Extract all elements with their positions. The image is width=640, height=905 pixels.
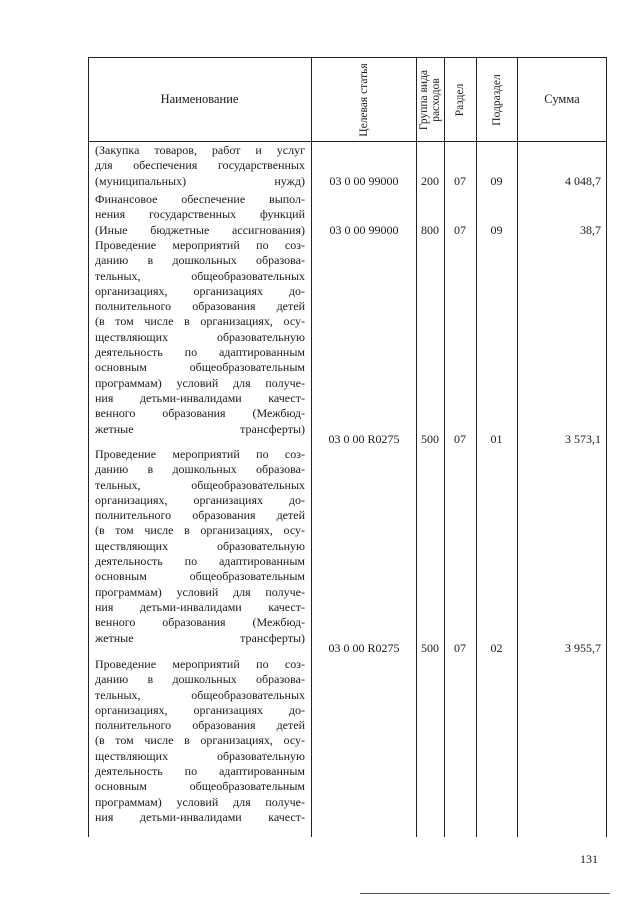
row-section: 07 [454, 641, 466, 655]
row-name-line: тельных, общеобразовательных [95, 268, 305, 283]
row-name-line: (в том числе в организациях, осу- [95, 523, 305, 538]
row-name-line: венного образования (Межбюд- [95, 406, 305, 421]
row-expense-group: 800 [421, 223, 439, 237]
row-name-line: тельных, общеобразовательных [95, 477, 305, 492]
row-subsection: 01 [490, 432, 503, 446]
row-name-line: основным общеобразовательным [95, 779, 305, 794]
row-subsection: 02 [490, 641, 503, 655]
row-name-line: полнительного образования детей [95, 718, 305, 733]
row-sum: 38,7 [580, 223, 601, 237]
row-name-line: нения государственных функций [95, 207, 305, 222]
row-subsection: 09 [490, 174, 503, 188]
row-name-line: организациях, организациях до- [95, 283, 305, 298]
row-section: 07 [454, 174, 466, 188]
page-number: 131 [580, 852, 598, 866]
row-section: 07 [454, 223, 466, 237]
row-name-line: Проведение мероприятий по соз- [95, 238, 305, 252]
row-name-line: Проведение мероприятий по соз- [95, 657, 305, 671]
row-name-line: ния детьми-инвалидами качест- [95, 809, 305, 824]
row-name-line: данию в дошкольных образова- [95, 672, 305, 687]
row-name-line: (в том числе в организациях, осу- [95, 733, 305, 748]
row-name [95, 657, 305, 825]
header-expense-group: Группа вида расходов [418, 69, 442, 131]
row-name-line: программам) условий для получе- [95, 375, 305, 390]
header-sum: Сумма [544, 91, 580, 106]
header-section: Раздел [454, 83, 466, 117]
row-name-line: деятельность по адаптированным [95, 554, 305, 569]
row-sum: 3 955,7 [565, 641, 601, 655]
row-name-line: полнительного образования детей [95, 508, 305, 523]
row-name-line: данию в дошкольных образова- [95, 253, 305, 268]
row-name-line: организациях, организациях до- [95, 492, 305, 507]
row-name [95, 447, 305, 646]
row-name [95, 238, 305, 437]
row-sum: 4 048,7 [565, 174, 601, 188]
row-name-line: ществляющих образовательную [95, 538, 305, 553]
row-name-line: жетные трансферты) [95, 421, 305, 436]
row-name-line: организациях, организациях до- [95, 702, 305, 717]
row-name-line: деятельность по адаптированным [95, 764, 305, 779]
table-header-border [88, 141, 607, 142]
row-name-line: основным общеобразовательным [95, 569, 305, 584]
row-name-line: ществляющих образовательную [95, 329, 305, 344]
row-name-line: Финансовое обеспечение выпол- [95, 192, 305, 206]
footer-rule [360, 893, 610, 894]
row-name-line: полнительного образования детей [95, 299, 305, 314]
row-name-line: программам) условий для получе- [95, 584, 305, 599]
row-expense-group: 500 [421, 641, 439, 655]
row-name-line: (в том числе в организациях, осу- [95, 314, 305, 329]
header-subsection: Подраздел [491, 74, 503, 126]
row-name-line: деятельность по адаптированным [95, 345, 305, 360]
row-name-line: программам) условий для получе- [95, 794, 305, 809]
row-target-code: 03 0 00 R0275 [328, 641, 400, 655]
row-name-line: (муниципальных) нужд) [95, 173, 305, 188]
row-name-line: жетные трансферты) [95, 630, 305, 645]
row-target-code: 03 0 00 R0275 [328, 432, 400, 446]
row-name [95, 143, 305, 189]
row-name-line: для обеспечения государственных [95, 158, 305, 173]
row-expense-group: 200 [421, 174, 439, 188]
table-left-border [88, 57, 89, 837]
row-target-code: 03 0 00 99000 [329, 174, 399, 188]
row-subsection: 09 [490, 223, 503, 237]
row-name-line: (Закупка товаров, работ и услуг [95, 143, 305, 157]
row-name-line: (Иные бюджетные ассигнования) [95, 222, 305, 237]
row-name-line: основным общеобразовательным [95, 360, 305, 375]
row-name-line: венного образования (Межбюд- [95, 615, 305, 630]
row-name-line: данию в дошкольных образова- [95, 462, 305, 477]
header-name: Наименование [160, 91, 239, 106]
row-name-line: Проведение мероприятий по соз- [95, 447, 305, 461]
row-section: 07 [454, 432, 466, 446]
row-name-line: ния детьми-инвалидами качест- [95, 599, 305, 614]
row-sum: 3 573,1 [565, 432, 601, 446]
row-name [95, 192, 305, 238]
row-name-line: ществляющих образовательную [95, 748, 305, 763]
header-target-article: Целевая статья [358, 63, 370, 137]
row-name-line: тельных, общеобразовательных [95, 687, 305, 702]
row-expense-group: 500 [421, 432, 439, 446]
table-right-border [606, 57, 607, 837]
row-name-line: ния детьми-инвалидами качест- [95, 390, 305, 405]
row-target-code: 03 0 00 99000 [329, 223, 399, 237]
